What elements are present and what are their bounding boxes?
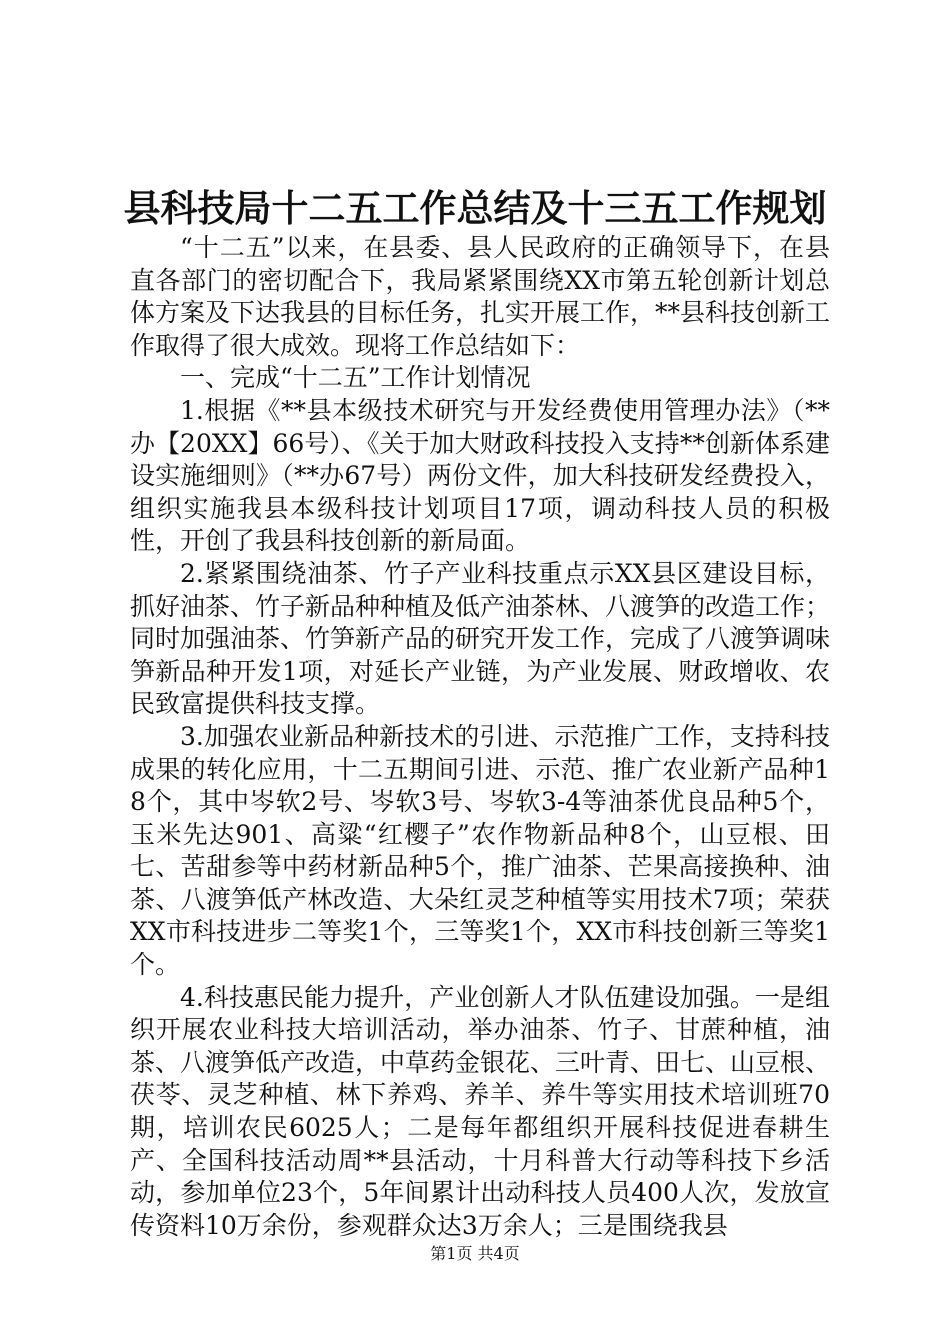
item-paragraph-2: 2.紧紧围绕油茶、竹子产业科技重点示XX县区建设目标，抓好油茶、竹子新品种种植及低产油茶林、八渡笋的改造工作；同时加强油茶、竹笋新产品的研究开发工作，完成了八渡笋调味笋新品种开发1项，对延长产业链，为产业发展、财政增收、农民致富提供科技支撑。 <box>130 558 831 719</box>
intro-paragraph: “十二五”以来，在县委、县人民政府的正确领导下，在县直各部门的密切配合下，我局紧紧围绕XX市第五轮创新计划总体方案及下达我县的目标任务，扎实开展工作，**县科技创新工作取得了很大成效。现将工作总结如下： <box>130 233 831 360</box>
document-body <box>130 232 830 1242</box>
item-paragraph-4: 4.科技惠民能力提升，产业创新人才队伍建设加强。一是组织开展农业科技大培训活动，举办油茶、竹子、甘蔗种植，油茶、八渡笋低产改造，中草药金银花、三叶青、田七、山豆根、茯苓、灵芝种植、林下养鸡、养羊、养牛等实用技术培训班70期，培训农民6025人；二是每年都组织开展科技促进春耕生产、全国科技活动周**县活动，十月科普大行动等科技下乡活动，参加单位23个，5年间累计出动科技人员400人次，发放宣传资料10万余份，参观群众达3万余人；三是围绕我县 <box>130 982 831 1240</box>
item-paragraph-1: 1.根据《**县本级技术研究与开发经费使用管理办法》（**办【20XX】66号）、《关于加大财政科技投入支持**创新体系建设实施细则》（**办67号）两份文件，加大科技研发经费投入，组织实施我县本级科技计划项目17项，调动科技人员的积极性，开创了我县科技创新的新局面。 <box>130 395 830 556</box>
section-heading: 一、完成“十二五”工作计划情况 <box>180 363 531 393</box>
document-title: 县科技局十二五工作总结及十三五工作规划 <box>123 186 827 230</box>
page-footer: 第1页 共4页 <box>430 1244 520 1263</box>
item-paragraph-3: 3.加强农业新品种新技术的引进、示范推广工作，支持科技成果的转化应用，十二五期间引进、示范、推广农业新产品种18个，其中岑软2号、岑软3号、岑软3-4等油茶优良品种5个，玉米先达901、高粱“红樱子”农作物新品种8个，山豆根、田七、苦甜参等中药材新品种5个，推广油茶、芒果高接换种、油茶、八渡笋低产林改造、大朵红灵芝种植等实用技术7项；荣获XX市科技进步二等奖1个，三等奖1个，XX市科技创新三等奖1个。 <box>130 721 830 980</box>
